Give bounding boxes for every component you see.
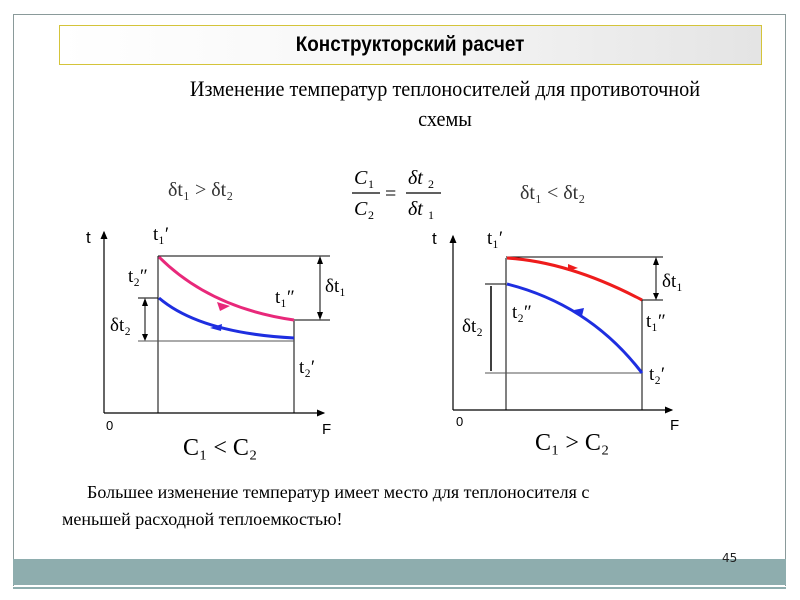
page-number: 45: [722, 551, 738, 565]
right-label-dt2: δt₂: [462, 316, 483, 337]
right-condition: δt₁ < δt₂: [520, 182, 586, 204]
subtitle-line-1: Изменение температур теплоносителей для противоточной: [189, 76, 701, 101]
left-cold-curve: [159, 298, 294, 338]
left-diagram: [86, 179, 346, 461]
formula-c2: C: [354, 198, 368, 220]
conclusion-text: [62, 479, 742, 533]
right-label-t1-in: t₁′: [487, 228, 504, 249]
right-cold-curve: [507, 284, 642, 373]
right-origin: 0: [456, 414, 464, 429]
formula-c2-sub: 2: [368, 208, 374, 222]
left-x-label: F: [322, 421, 332, 438]
formula-dt2: δt: [408, 167, 423, 189]
left-label-t1-out: t₁″: [275, 287, 295, 308]
right-y-label: t: [432, 229, 437, 248]
formula-c1: C: [354, 167, 368, 189]
right-label-t1-out: t₁″: [646, 311, 666, 332]
left-label-t2-in: t₂′: [299, 357, 316, 378]
formula-dt1: δt: [408, 198, 423, 220]
conclusion-line-2: меньшей расходной теплоемкостью!: [62, 509, 343, 529]
right-x-label: F: [670, 417, 680, 434]
footer-line: [13, 587, 786, 589]
right-label-dt1: δt₁: [662, 271, 683, 292]
formula-dt2-sub: 2: [428, 177, 434, 191]
left-label-t1-in: t₁′: [153, 224, 170, 245]
right-caption: C₁ > C₂: [535, 430, 610, 456]
left-origin: 0: [106, 418, 114, 433]
left-condition: δt₁ > δt₂: [168, 179, 234, 201]
conclusion-line-1: Большее изменение температур имеет место для теплоносителя с: [87, 482, 590, 502]
right-hot-curve: [507, 258, 642, 300]
formula-equals: =: [385, 183, 397, 205]
formula-dt1-sub: 1: [428, 208, 434, 222]
left-y-label: t: [86, 228, 91, 247]
footer-bar: [13, 559, 786, 585]
right-label-t2-in: t₂′: [649, 364, 666, 385]
formula-c1-sub: 1: [368, 177, 374, 191]
slide-title: Конструкторский расчет: [296, 33, 525, 56]
left-caption: C₁ < C₂: [183, 435, 258, 461]
subtitle-line-2: схемы: [418, 106, 472, 131]
right-label-t2-out: t₂″: [512, 302, 532, 323]
left-label-dt1: δt₁: [325, 276, 346, 297]
left-label-dt2: δt₂: [110, 315, 131, 336]
right-diagram: [432, 182, 683, 456]
left-label-t2-out: t₂″: [128, 266, 148, 287]
